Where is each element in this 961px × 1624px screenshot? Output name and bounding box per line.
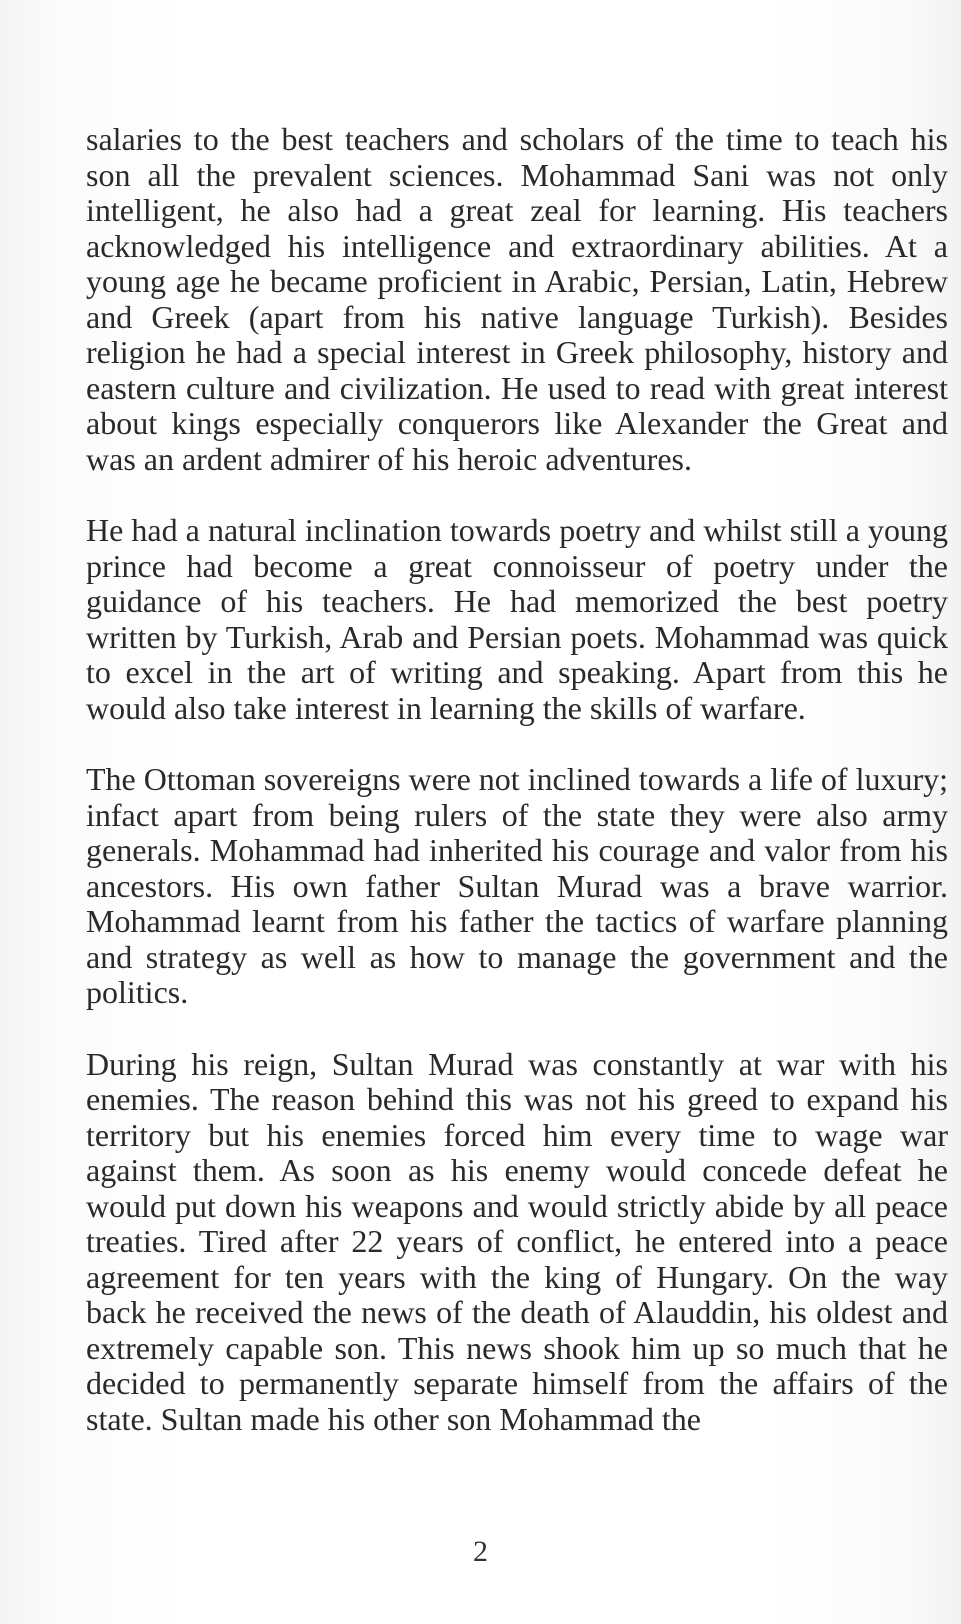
- paragraph-3: The Ottoman sovereigns were not inclined towards a life of luxury; infact apart from being rulers of the state they were also army generals. Mohammad had inherited his courage and valor from his ancestors. His own father Sultan Murad was a brave warrior. Mohammad learnt from his father the tactics of warfare planning and strategy as well as how to manage the government and the politics.: [86, 761, 948, 1010]
- page-number: 2: [473, 1535, 488, 1568]
- paragraph-1: salaries to the best teachers and scholars of the time to teach his son all the prevalent sciences. Mohammad Sani was not only intelligent, he also had a great zeal for learning. His teachers acknowledged his intelligence and extraordinary abilities. At a young age he became proficient in Arabic, Persian, Latin, Hebrew and Greek (apart from his native language Turkish). Besides religion he had a special interest in Greek philosophy, history and eastern culture and civilization. He used to read with great interest about kings especially conquerors like Alexander the Great and was an ardent admirer of his heroic adventures.: [86, 121, 948, 477]
- paragraph-2: He had a natural inclination towards poetry and whilst still a young prince had become a great connoisseur of poetry under the guidance of his teachers. He had memorized the best poetry written by Turkish, Arab and Persian poets. Mohammad was quick to excel in the art of writing and speaking. Apart from this he would also take interest in learning the skills of warfare.: [86, 512, 948, 726]
- paragraph-4: During his reign, Sultan Murad was constantly at war with his enemies. The reason behind this was not his greed to expand his territory but his enemies forced him every time to wage war against them. As soon as his enemy would concede defeat he would put down his weapons and would strictly abide by all peace treaties. Tired after 22 years of conflict, he entered into a peace agreement for ten years with the king of Hungary. On the way back he received the news of the death of Alauddin, his oldest and extremely capable son. This news shook him up so much that he decided to permanently separate himself from the affairs of the state. Sultan made his other son Mohammad the: [86, 1045, 948, 1437]
- body-text: [86, 122, 948, 1473]
